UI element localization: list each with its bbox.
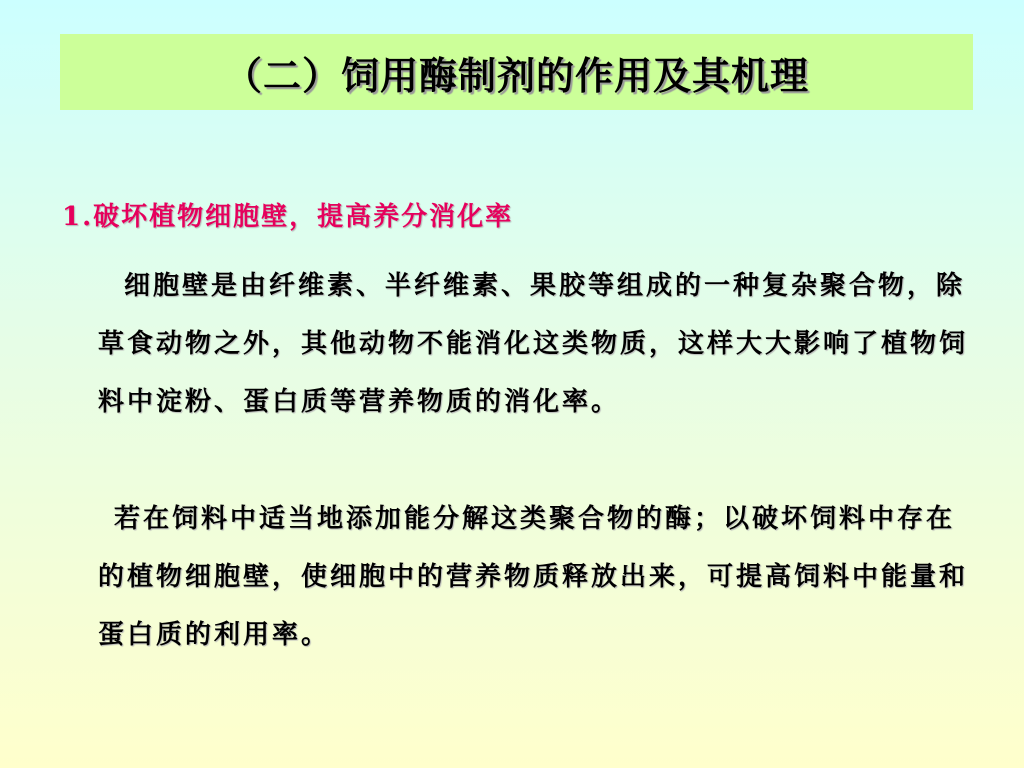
body-paragraph-2-text: 若在饲料中适当地添加能分解这类聚合物的酶；以破坏饲料中存在的植物细胞壁，使细胞中的营养物质释放出来，可提高饲料中能量和蛋白质的利用率。 <box>98 504 969 650</box>
body-paragraph-1-text: 细胞壁是由纤维素、半纤维素、果胶等组成的一种复杂聚合物，除草食动物之外，其他动物不能消化这类物质，这样大大影响了植物饲料中淀粉、蛋白质等营养物质的消化率。 <box>98 271 969 417</box>
body-paragraph-2 <box>98 490 968 664</box>
body-paragraph-1 <box>98 257 968 431</box>
slide-title: （二）饲用酶制剂的作用及其机理 <box>223 53 809 98</box>
section-heading: 1.破坏植物细胞壁，提高养分消化率 <box>62 202 514 232</box>
slide-title-bar <box>60 34 973 110</box>
